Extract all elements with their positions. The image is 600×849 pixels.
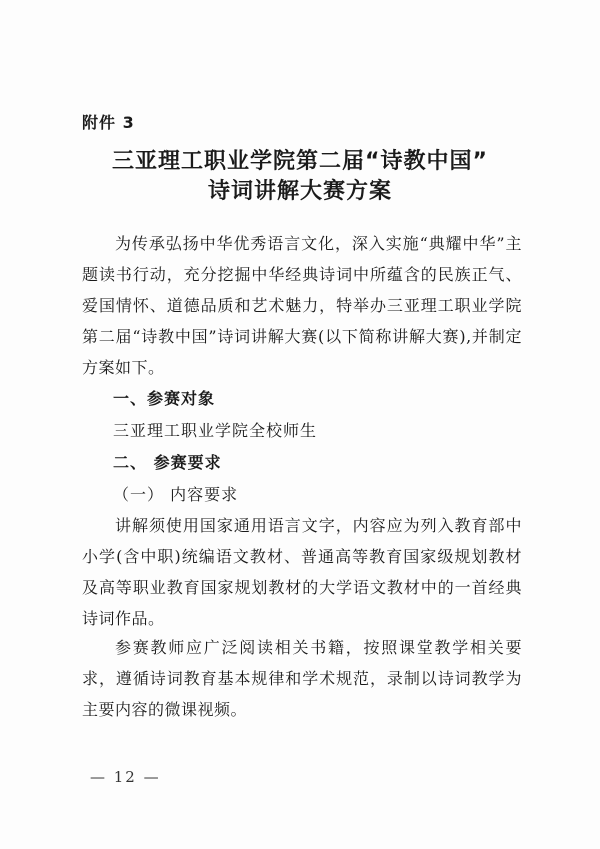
subsection-heading-content: （一） 内容要求 <box>113 485 239 504</box>
page-number: — 12 — <box>90 768 161 786</box>
document-title-line-2: 诗词讲解大赛方案 <box>207 179 392 204</box>
document-title-line-1: 三亚理工职业学院第二届“诗教中国” <box>112 149 488 174</box>
content-requirements-paragraph-1: 讲解须使用国家通用语言文字，内容应为列入教育部中小学(含中职)统编语文教材、普通高等教育国家级规划教材及高等职业教育国家规划教材的大学语文教材中的一首经典诗词作品。 <box>82 516 522 628</box>
section-heading-requirements: 二、 参赛要求 <box>113 453 222 472</box>
content-requirements-paragraph-2: 参赛教师应广泛阅读相关书籍，按照课堂教学相关要求，遵循诗词教育基本规律和学术规范，录制以诗词教学为主要内容的微课视频。 <box>82 638 522 719</box>
intro-paragraph: 为传承弘扬中华优秀语言文化，深入实施“典耀中华”主题读书行动，充分挖掘中华经典诗词中所蕴含的民族正气、爱国情怀、道德品质和艺术魅力，特举办三亚理工职业学院第二届“诗教中国”诗词讲解大赛(以下简称讲解大赛),并制定方案如下。 <box>82 234 522 377</box>
participants-text: 三亚理工职业学院全校师生 <box>113 421 318 440</box>
section-heading-participants: 一、参赛对象 <box>113 389 216 408</box>
attachment-label: 附件 3 <box>82 113 135 132</box>
